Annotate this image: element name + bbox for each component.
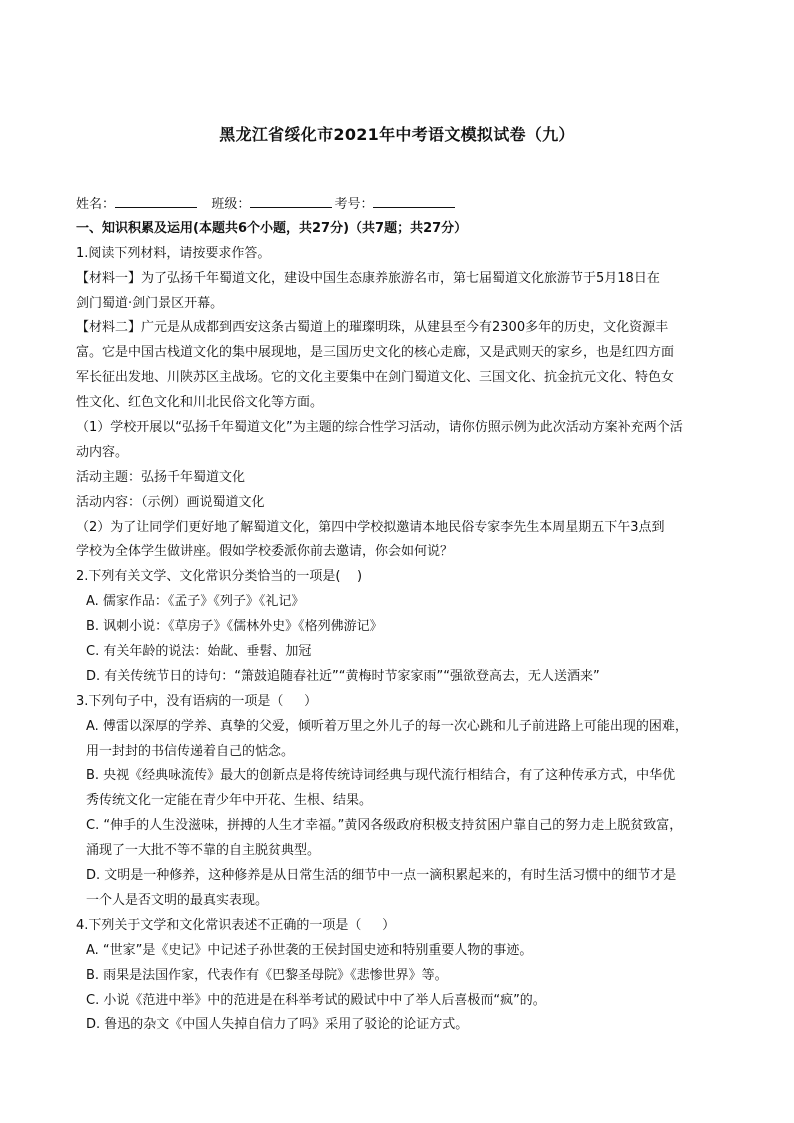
text-line: 【材料二】广元是从成都到西安这条古蜀道上的璀璨明珠，从建县至今有2300多年的历史，文化资源丰 (76, 320, 669, 336)
text-line: 富。它是中国古栈道文化的集中展现地，是三国历史文化的核心走廊，又是武则天的家乡，也是红四方面 (76, 345, 675, 361)
text-line: B. 雨果是法国作家，代表作有《巴黎圣母院》《悲惨世界》等。 (86, 967, 448, 983)
text-line: 用一封封的书信传递着自己的惦念。 (86, 743, 295, 759)
exam-number-label: 考号： (334, 197, 374, 212)
text-line: 4.下列关于文学和文化常识表述不正确的一项是（ ） (76, 917, 396, 933)
exam-title: 黑龙江省绥化市2021年中考语文模拟试卷（九） (219, 125, 575, 144)
text-line: 一个人是否文明的最真实表现。 (86, 892, 269, 908)
class-label: 班级： (211, 197, 251, 212)
text-line: 学校为全体学生做讲座。假如学校委派你前去邀请，你会如何说？ (76, 544, 454, 560)
exam-content (76, 192, 726, 1038)
text-line: C. 小说《范进中举》中的范进是在科举考试的殿试中中了举人后喜极而“疯”的。 (86, 992, 546, 1008)
question-list (76, 242, 726, 1039)
name-label: 姓名： (76, 197, 116, 212)
text-line: 活动主题：弘扬千年蜀道文化 (76, 469, 246, 485)
text-line: A. 傅雷以深厚的学养、真挚的父爱，倾听着万里之外儿子的每一次心跳和儿子前进路上可能出现的困难， (86, 718, 688, 734)
text-line: C. 有关年龄的说法：始龀、垂髫、加冠 (86, 644, 312, 660)
text-line: A. 儒家作品：《孟子》《列子》《礼记》 (86, 594, 305, 610)
name-blank[interactable] (115, 192, 197, 208)
text-line: 2.下列有关文学、文化常识分类恰当的一项是( ) (76, 569, 363, 585)
text-line: C. “伸手的人生没滋味，拼搏的人生才幸福。”黄冈各级政府积极支持贫困户靠自己的努力走上脱贫致富， (86, 818, 683, 834)
text-line: 动内容。 (76, 444, 129, 460)
text-line: 性文化、红色文化和川北民俗文化等方面。 (76, 395, 324, 411)
text-line: D. 鲁迅的杂文《中国人失掉自信力了吗》采用了驳论的论证方式。 (86, 1017, 469, 1033)
section-heading: 一、知识积累及运用(本题共6个小题，共27分)（共7题；共27分） (76, 220, 468, 236)
text-line: 剑门蜀道·剑门景区开幕。 (76, 295, 224, 311)
text-line: 【材料一】为了弘扬千年蜀道文化，建设中国生态康养旅游名市，第七届蜀道文化旅游节于5月18日在 (76, 270, 660, 286)
student-info-row (76, 192, 726, 217)
text-line: 涌现了一大批不等不靠的自主脱贫典型。 (86, 843, 321, 859)
text-line: 3.下列句子中，没有语病的一项是（ ） (76, 693, 318, 709)
text-line: 军长征出发地、川陕苏区主战场。它的文化主要集中在剑门蜀道文化、三国文化、抗金抗元文化、特色女 (76, 370, 675, 386)
text-line: D. 有关传统节日的诗句：“箫鼓追随春社近”“黄梅时节家家雨”“强欲登高去，无人送酒来” (86, 668, 600, 684)
text-line: （1）学校开展以“弘扬千年蜀道文化”为主题的综合性学习活动，请你仿照示例为此次活动方案补充两个活 (76, 420, 683, 436)
text-line: B. 讽刺小说：《草房子》《儒林外史》《格列佛游记》 (86, 619, 383, 635)
text-line: 1.阅读下列材料，请按要求作答。 (76, 245, 271, 261)
text-line: B. 央视《经典咏流传》最大的创新点是将传统诗词经典与现代流行相结合，有了这种传承方式，中华优 (86, 768, 676, 784)
text-line: A. “世家”是《史记》中记述子孙世袭的王侯封国史迹和特别重要人物的事迹。 (86, 942, 533, 958)
text-line: 活动内容：（示例）画说蜀道文化 (76, 494, 265, 510)
class-blank[interactable] (250, 192, 332, 208)
text-line: D. 文明是一种修养，这种修养是从日常生活的细节中一点一滴积累起来的，有时生活习惯中的细节才是 (86, 868, 677, 884)
exam-number-blank[interactable] (373, 192, 455, 208)
text-line: （2）为了让同学们更好地了解蜀道文化，第四中学校拟邀请本地民俗专家李先生本周星期五下午3点到 (76, 519, 665, 535)
text-line: 秀传统文化一定能在青少年中开花、生根、结果。 (86, 793, 373, 809)
